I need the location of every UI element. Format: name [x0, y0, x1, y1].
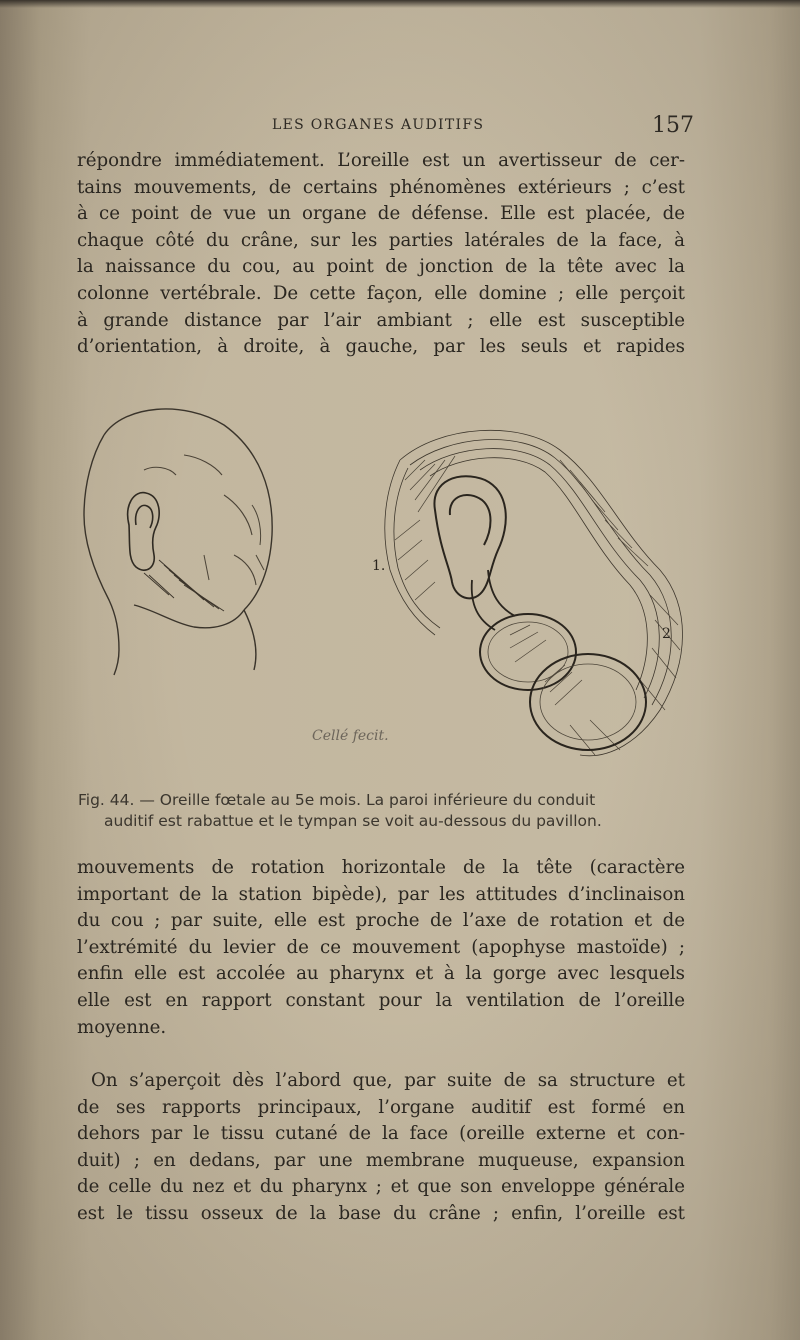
text-line: à ce point de vue un organe de défense. Elle est placée, de [77, 203, 685, 225]
text-line: colonne vertébrale. De cette façon, elle domine ; elle perçoit [77, 282, 685, 304]
text-line: moyenne. [77, 1016, 167, 1038]
text-line: à grande distance par l’air ambiant ; elle est susceptible [77, 309, 685, 331]
text-line: duit) ; en dedans, par une membrane muqueuse, expansion [77, 1149, 685, 1171]
paragraph-2 [77, 855, 685, 1041]
running-head-title: LES ORGANES AUDITIFS [272, 117, 485, 133]
caption-line-2: auditif est rabattue et le tympan se voit au-dessous du pavillon. [104, 812, 602, 830]
text-line: la naissance du cou, au point de jonction de la tête avec la [77, 256, 685, 278]
page-number: 157 [652, 113, 694, 138]
text-line: enfin elle est accolée au pharynx et à la gorge avec lesquels [77, 963, 685, 985]
text-line: de celle du nez et du pharynx ; et que son enveloppe générale [77, 1176, 685, 1198]
paragraph-1 [77, 148, 685, 361]
figure-caption [78, 790, 688, 832]
tympanum-outline [480, 614, 576, 690]
text-line: dehors par le tissu cutané de la face (oreille externe et con- [77, 1123, 685, 1145]
text-line: mouvements de rotation horizontale de la tête (caractère [77, 857, 685, 878]
text-line: chaque côté du crâne, sur les parties latérales de la face, à [77, 229, 685, 251]
text-line: est le tissu osseux de la base du crâne ; enfin, l’oreille est [77, 1202, 685, 1224]
text-line: tains mouvements, de certains phénomènes extérieurs ; c’est [77, 176, 685, 198]
running-head [0, 113, 800, 143]
text-line: du cou ; par suite, elle est proche de l’axe de rotation et de [77, 910, 685, 932]
engraver-signature: Cellé fecit. [312, 728, 389, 744]
text-line: répondre immédiatement. L’oreille est un avertisseur de cer- [77, 150, 685, 171]
text-line: d’orientation, à droite, à gauche, par les seuls et rapides [77, 336, 685, 358]
paragraph-3 [77, 1068, 685, 1228]
text-line: important de la station bipède), par les attitudes d’inclinaison [77, 883, 685, 905]
text-line: elle est en rapport constant pour la ventilation de l’oreille [77, 989, 685, 1011]
figure-label-1: 1. [372, 558, 386, 574]
text-line: On s’aperçoit dès l’abord que, par suite de sa structure et [91, 1070, 685, 1091]
text-line: de ses rapports principaux, l’organe auditif est formé en [77, 1096, 685, 1118]
caption-line-1: Fig. 44. — Oreille fœtale au 5e mois. La paroi inférieure du conduit [78, 791, 596, 809]
figure-label-2: 2 [662, 626, 671, 642]
fetal-head-illustration [74, 395, 284, 685]
scan-edge [0, 0, 800, 8]
ear-detail-illustration [360, 420, 695, 765]
text-line: l’extrémité du levier de ce mouvement (apophyse mastoïde) ; [77, 936, 685, 958]
